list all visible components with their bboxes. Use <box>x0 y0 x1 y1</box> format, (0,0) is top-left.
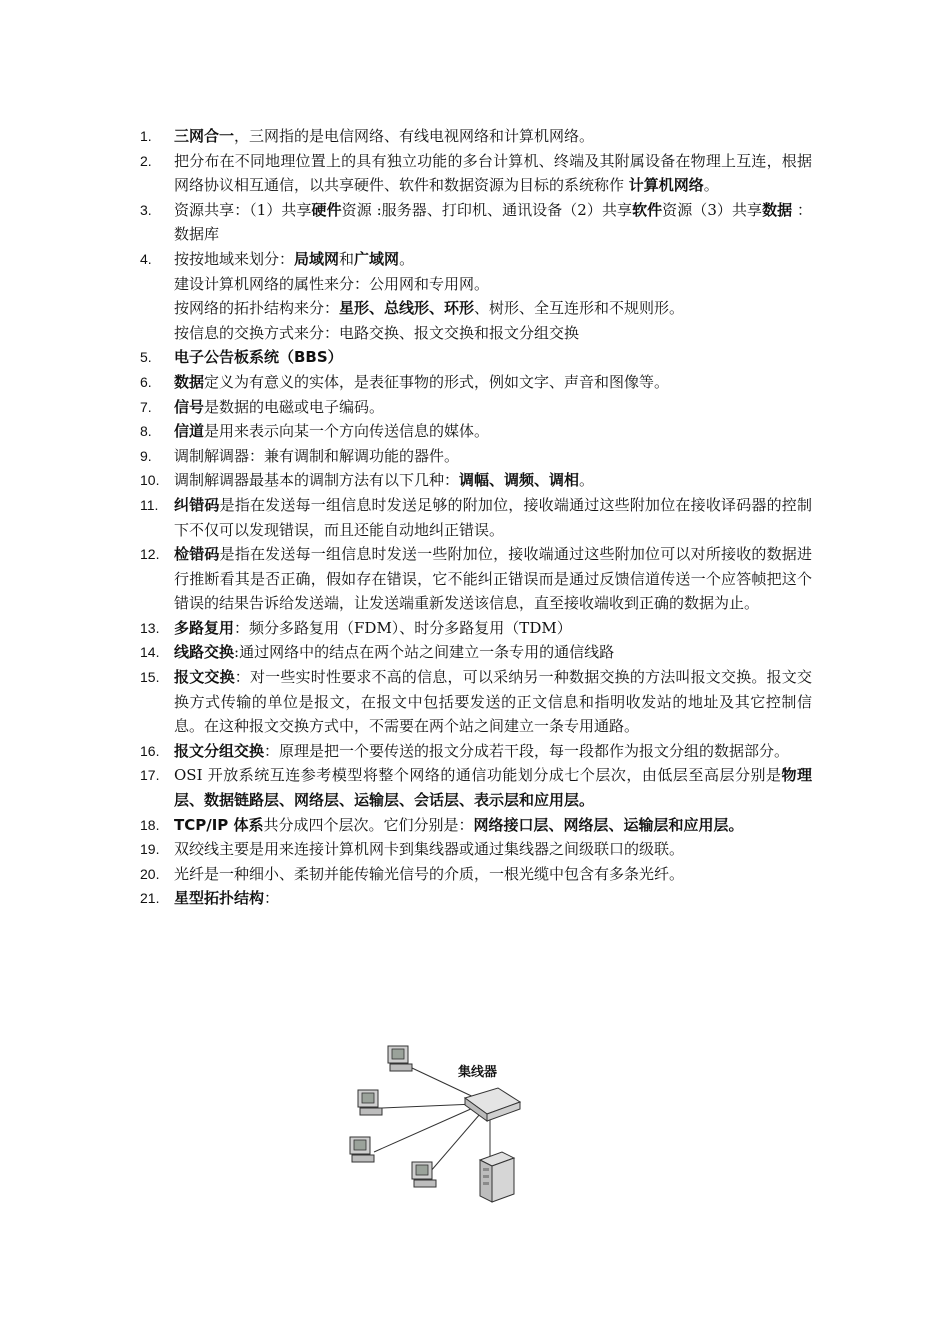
list-item <box>140 419 812 444</box>
bold-term: 数据 <box>762 200 793 219</box>
list-item-number: 13. <box>140 619 160 636</box>
list-item <box>140 395 812 420</box>
notes-list <box>140 124 812 911</box>
list-item <box>140 665 812 739</box>
bold-term: 电子公告板系统（BBS） <box>174 348 343 367</box>
list-item <box>140 640 812 665</box>
connection-lines <box>374 1068 490 1172</box>
bold-term: 广域网 <box>354 249 400 268</box>
list-item-number: 1. <box>140 128 152 144</box>
list-item <box>140 763 812 812</box>
list-item-number: 3. <box>140 201 152 218</box>
bold-term: 检错码 <box>174 545 220 564</box>
list-item-number: 17. <box>140 767 160 784</box>
list-item <box>140 124 812 149</box>
list-item <box>140 468 812 493</box>
list-item-text: ： 数据库 <box>174 200 812 244</box>
link-4 <box>430 1114 480 1172</box>
list-item-text: ： <box>264 889 280 908</box>
list-item-text: 共分成四个层次。它们分别是： <box>263 815 474 834</box>
bold-term: 线路交换 <box>174 643 235 662</box>
list-item-text: 定义为有意义的实体，是表征事物的形式，例如文字、声音和图像等。 <box>204 372 670 391</box>
list-item-number: 8. <box>140 423 152 440</box>
list-item-number: 5. <box>140 349 152 366</box>
list-item <box>140 739 812 764</box>
bold-term: 网络接口层、网络层、运输层和应用层。 <box>473 815 744 834</box>
bold-term: 报文分组交换 <box>174 741 265 760</box>
bold-term: 调幅、调频、调相 <box>459 471 580 490</box>
list-item-number: 15. <box>140 669 160 686</box>
bold-term: 硬件 <box>311 200 342 219</box>
list-item-text: 。 <box>399 249 415 268</box>
list-item-number: 21. <box>140 890 160 907</box>
list-item <box>140 886 812 911</box>
bold-term: 数据 <box>174 372 205 391</box>
list-item-number: 14. <box>140 644 160 661</box>
list-item-text: 资源共享：（1）共享 <box>174 200 312 219</box>
list-item-number: 10. <box>140 472 160 489</box>
bold-term: 局域网 <box>294 249 340 268</box>
computer-icon <box>350 1137 374 1162</box>
bold-term: 纠错码 <box>174 495 220 514</box>
list-item-text: 建设计算机网络的属性来分：公用网和专用网。 <box>174 274 490 293</box>
list-item <box>140 370 812 395</box>
bold-term: 信道 <box>174 422 205 441</box>
list-item-number: 6. <box>140 373 152 390</box>
list-item-text: ：频分多路复用（FDM）、时分多路复用（TDM） <box>234 618 572 637</box>
list-item-text: 。 <box>579 471 595 490</box>
list-item <box>140 345 812 370</box>
list-item-text: 按信息的交换方式来分：电路交换、报文交换和报文分组交换 <box>174 323 580 342</box>
list-item-text: :通过网络中的结点在两个站之间建立一条专用的通信线路 <box>234 643 615 662</box>
list-item <box>140 837 812 862</box>
bold-term: 物理层、数据链路层、网络层、运输层、会话层、表示层和应用层。 <box>174 766 812 810</box>
bold-term: TCP/IP 体系 <box>174 815 264 834</box>
hub-device <box>465 1088 520 1121</box>
list-item-text: 调制解调器：兼有调制和解调功能的器件。 <box>174 446 460 465</box>
hub-label: 集线器 <box>458 1065 498 1080</box>
list-item <box>140 542 812 616</box>
list-item <box>140 813 812 838</box>
link-2 <box>382 1104 475 1108</box>
list-item <box>140 198 812 247</box>
list-item-text: 按按地域来划分： <box>174 249 295 268</box>
list-item-text: 把分布在不同地理位置上的具有独立功能的多台计算机、终端及其附属设备在物理上互连，根据网络协议相互通信，以共享硬件、软件和数据资源为目标的系统称作 <box>174 151 812 195</box>
list-item-text: ：对一些实时性要求不高的信息，可以采纳另一种数据交换的方法叫报文交换。报文交换方式传输的单位是报文，在报文中包括要发送的正文信息和指明收发站的地址及其它控制信息。在这种报文交换方式中，不需要在两个站之间建立一条专用通路。 <box>174 668 812 736</box>
list-item-text: 是用来表示向某一个方向传送信息的媒体。 <box>204 422 490 441</box>
list-item-text: 资源 :服务器、打印机、通讯设备（2）共享 <box>341 200 633 219</box>
bold-term: 星型拓扑结构 <box>174 889 265 908</box>
list-item-text: 光纤是一种细小、柔韧并能传输光信号的介质，一根光缆中包含有多条光纤。 <box>174 864 685 883</box>
bold-term: 多路复用 <box>174 618 235 637</box>
server-icon <box>480 1152 514 1202</box>
list-item <box>140 247 812 345</box>
list-item-number: 19. <box>140 841 160 858</box>
computer-icon <box>412 1162 436 1187</box>
bold-term: 星形、总线形、环形 <box>339 299 475 318</box>
list-item-text: ，三网指的是电信网络、有线电视网络和计算机网络。 <box>234 127 595 145</box>
list-item-text: 是指在发送每一组信息时发送一些附加位，接收端通过这些附加位可以对所接收的数据进行推断看其是否正确，假如存在错误，它不能纠正错误而是通过反馈信道传送一个应答帧把这个错误的结果告诉给发送端，让发送端重新发送该信息，直至接收端收到正确的数据为止。 <box>174 545 812 613</box>
bold-term: 报文交换 <box>174 668 235 687</box>
list-item-number: 18. <box>140 816 160 833</box>
list-item <box>140 493 812 542</box>
list-item-number: 7. <box>140 398 152 415</box>
link-3 <box>374 1108 473 1152</box>
list-item-number: 9. <box>140 447 152 464</box>
list-item-text: 按网络的拓扑结构来分： <box>174 299 340 318</box>
list-item <box>140 149 812 198</box>
bold-term: 信号 <box>174 397 205 416</box>
list-item-number: 12. <box>140 546 160 563</box>
list-item-text: 是指在发送每一组信息时发送足够的附加位，接收端通过这些附加位在接收译码器的控制下不仅可以发现错误，而且还能自动地纠正错误。 <box>174 495 812 539</box>
star-topology-diagram <box>330 1034 560 1204</box>
list-item <box>140 862 812 887</box>
star-topology-figure <box>330 1034 560 1204</box>
list-item-text: ：原理是把一个要传送的报文分成若干段，每一段都作为报文分组的数据部分。 <box>264 741 790 760</box>
list-item-text: OSI 开放系统互连参考模型将整个网络的通信功能划分成七个层次，由低层至高层分别是 <box>174 766 782 785</box>
list-item <box>140 616 812 641</box>
list-item-text: 、树形、全互连形和不规则形。 <box>474 299 685 318</box>
list-item-text: 。 <box>703 176 719 195</box>
bold-term: 软件 <box>632 200 663 219</box>
list-item-number: 11. <box>140 496 159 513</box>
list-item-text: 和 <box>339 249 355 268</box>
list-item-number: 4. <box>140 250 152 267</box>
bold-term: 三网合一 <box>174 127 235 145</box>
computer-icon <box>358 1090 382 1115</box>
list-item-number: 2. <box>140 152 152 169</box>
list-item-number: 20. <box>140 865 160 882</box>
bold-term: 计算机网络 <box>628 176 704 195</box>
list-item-text: 双绞线主要是用来连接计算机网卡到集线器或通过集线器之间级联口的级联。 <box>174 840 685 859</box>
list-item-number: 16. <box>140 742 160 759</box>
list-item <box>140 444 812 469</box>
computer-icon <box>388 1046 412 1071</box>
list-item-text: 调制解调器最基本的调制方法有以下几种： <box>174 471 460 490</box>
list-item-text: 是数据的电磁或电子编码。 <box>204 397 385 416</box>
list-item-text: 资源（3）共享 <box>662 200 763 219</box>
